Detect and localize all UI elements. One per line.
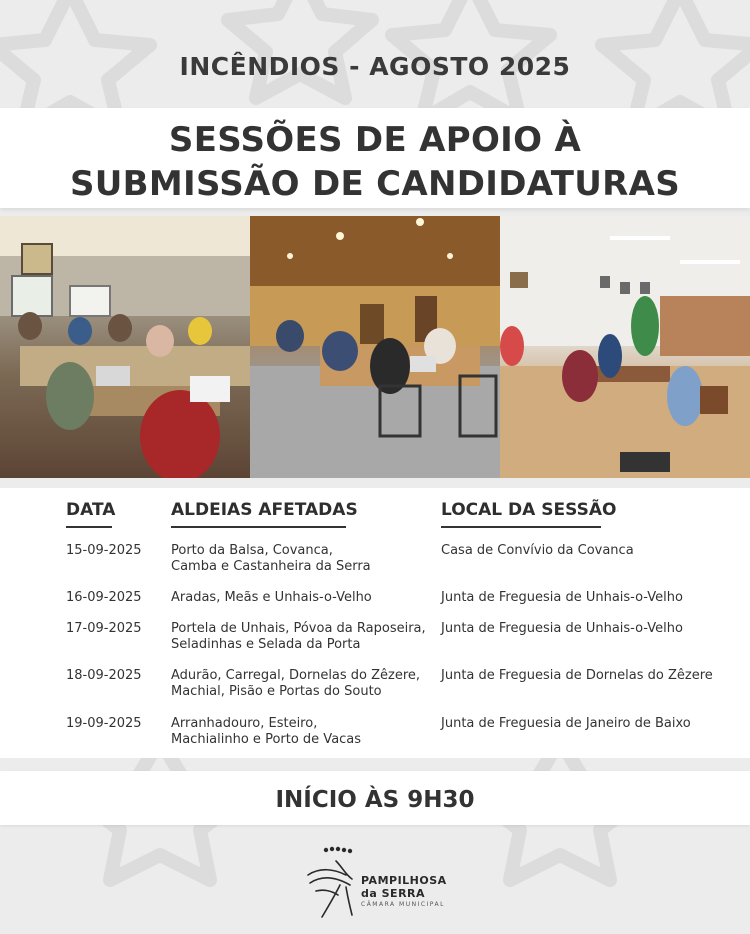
title-band — [0, 108, 750, 208]
row-location: Junta de Freguesia de Dornelas do Zêzere — [441, 668, 713, 683]
session-photo-1 — [0, 216, 250, 478]
logo-subtitle: CÂMARA MUNICIPAL — [361, 901, 445, 908]
row-location: Junta de Freguesia de Janeiro de Baixo — [441, 716, 691, 731]
page-title-line2: SUBMISSÃO DE CANDIDATURAS — [69, 164, 681, 204]
photo-strip — [0, 216, 750, 478]
session-photo-3 — [500, 216, 750, 478]
start-time-banner: INÍCIO ÀS 9H30 — [0, 771, 750, 825]
column-underline-villages — [171, 526, 346, 528]
row-villages-line2: Camba e Castanheira da Serra — [171, 559, 371, 574]
column-underline-location — [441, 526, 601, 528]
event-kicker: INCÊNDIOS - AGOSTO 2025 — [179, 52, 571, 81]
page-title-line1: SESSÕES DE APOIO À — [168, 120, 582, 160]
row-villages-line1: Porto da Balsa, Covanca, — [171, 543, 333, 558]
row-villages-line2: Machial, Pisão e Portas do Souto — [171, 684, 382, 699]
row-villages-line1: Portela de Unhais, Póvoa da Raposeira, — [171, 621, 426, 636]
row-location: Casa de Convívio da Covanca — [441, 543, 634, 558]
row-villages-line2: Seladinhas e Selada da Porta — [171, 637, 361, 652]
column-header-villages: ALDEIAS AFETADAS — [171, 500, 358, 520]
municipality-logo — [306, 845, 456, 920]
row-location: Junta de Freguesia de Unhais-o-Velho — [441, 590, 683, 605]
row-date: 18-09-2025 — [66, 668, 142, 683]
column-header-location: LOCAL DA SESSÃO — [441, 500, 617, 520]
row-date: 16-09-2025 — [66, 590, 142, 605]
logo-name-line2: da SERRA — [361, 887, 426, 900]
row-villages-line2: Machialinho e Porto de Vacas — [171, 732, 362, 747]
row-location: Junta de Freguesia de Unhais-o-Velho — [441, 621, 683, 636]
logo-name-line1: PAMPILHOSA — [361, 874, 447, 887]
column-underline-date — [66, 526, 112, 528]
row-date: 17-09-2025 — [66, 621, 142, 636]
goat-emblem-icon — [306, 845, 358, 920]
row-date: 19-09-2025 — [66, 716, 142, 731]
column-header-date: DATA — [66, 500, 116, 520]
session-photo-2 — [250, 216, 500, 478]
row-villages-line1: Arranhadouro, Esteiro, — [171, 716, 318, 731]
row-date: 15-09-2025 — [66, 543, 142, 558]
row-villages-line1: Adurão, Carregal, Dornelas do Zêzere, — [171, 668, 421, 683]
row-villages-line1: Aradas, Meãs e Unhais-o-Velho — [171, 590, 372, 605]
